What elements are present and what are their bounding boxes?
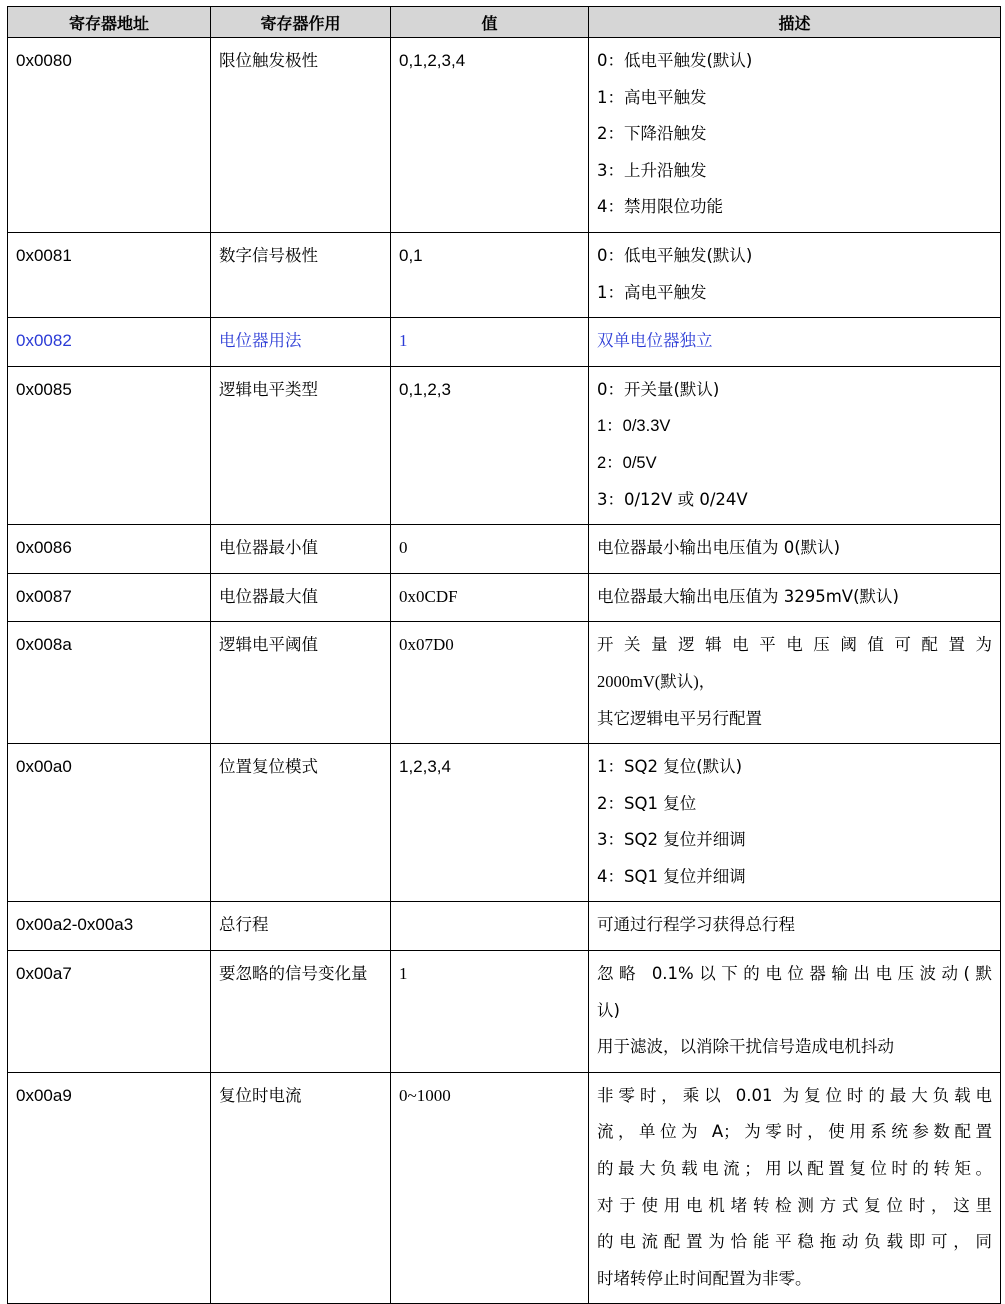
register-description	[589, 318, 1001, 367]
register-value: 0,1	[391, 232, 589, 317]
description-line: 0：低电平触发(默认)	[597, 51, 753, 70]
register-value: 0,1,2,3	[391, 366, 589, 524]
table-header	[8, 7, 1001, 38]
description-line: 3：SQ2 复位并细调	[597, 830, 746, 850]
register-address: 0x0082	[8, 318, 211, 367]
table-row	[8, 951, 1001, 1073]
description-line: 其它逻辑电平另行配置	[597, 708, 762, 728]
table-row-highlighted	[8, 318, 1001, 367]
register-value: 0,1,2,3,4	[391, 38, 589, 233]
register-value: 1	[391, 951, 589, 1073]
register-function: 复位时电流	[211, 1072, 391, 1304]
table-row	[8, 1072, 1001, 1304]
register-function: 逻辑电平类型	[211, 366, 391, 524]
description-line: 2：SQ1 复位	[597, 793, 697, 813]
description-line: 1：0/3.3V	[597, 417, 671, 436]
register-description	[589, 1072, 1001, 1304]
register-address: 0x00a2-0x00a3	[8, 902, 211, 951]
register-value: 1,2,3,4	[391, 744, 589, 902]
description-line: 的电流配置为恰能平稳拖动负载即可，同	[597, 1232, 992, 1252]
register-function: 电位器用法	[211, 318, 391, 367]
register-description	[589, 366, 1001, 524]
description-line: 1：高电平触发	[597, 282, 707, 302]
register-address: 0x00a7	[8, 951, 211, 1073]
table-row	[8, 232, 1001, 317]
register-description	[589, 525, 1001, 574]
description-line: 0：低电平触发(默认)	[597, 245, 753, 265]
table-row	[8, 366, 1001, 524]
description-line: 4：SQ1 复位并细调	[597, 866, 746, 886]
table-row	[8, 622, 1001, 744]
description-line: 3：0/12V 或 0/24V	[597, 489, 748, 509]
register-address: 0x0080	[8, 38, 211, 233]
register-value: 0~1000	[391, 1072, 589, 1304]
register-description	[589, 38, 1001, 233]
register-address: 0x0086	[8, 525, 211, 574]
register-function: 逻辑电平阈值	[211, 622, 391, 744]
register-function: 位置复位模式	[211, 744, 391, 902]
register-description	[589, 902, 1001, 951]
table-row	[8, 573, 1001, 622]
register-address: 0x00a9	[8, 1072, 211, 1304]
register-address: 0x0087	[8, 573, 211, 622]
description-line: 开关量逻辑电平电压阈值可配置为	[597, 635, 992, 655]
description-line: 电位器最大输出电压值为 3295mV(默认)	[597, 586, 899, 606]
register-function: 电位器最小值	[211, 525, 391, 574]
header-value: 值	[391, 7, 589, 38]
description-line: 4：禁用限位功能	[597, 197, 723, 217]
description-line: 0：开关量(默认)	[597, 379, 720, 399]
register-function: 要忽略的信号变化量	[211, 951, 391, 1073]
description-line: 2：0/5V	[597, 453, 657, 472]
register-function: 限位触发极性	[211, 38, 391, 233]
description-line: 电位器最小输出电压值为 0(默认)	[597, 538, 841, 558]
description-line: 双单电位器独立	[597, 331, 713, 351]
description-line: 可通过行程学习获得总行程	[597, 915, 795, 935]
register-value: 0	[391, 525, 589, 574]
register-value	[391, 902, 589, 951]
register-function: 数字信号极性	[211, 232, 391, 317]
description-line: 2000mV(默认)，	[597, 671, 716, 691]
description-line: 时堵转停止时间配置为非零。	[597, 1268, 812, 1288]
register-description	[589, 951, 1001, 1073]
description-line: 2：下降沿触发	[597, 124, 707, 144]
register-description	[589, 622, 1001, 744]
register-table	[7, 6, 1001, 1304]
register-address: 0x00a0	[8, 744, 211, 902]
header-description: 描述	[589, 7, 1001, 38]
register-address: 0x0081	[8, 232, 211, 317]
header-address: 寄存器地址	[8, 7, 211, 38]
description-line: 认)	[597, 1000, 620, 1020]
register-address: 0x0085	[8, 366, 211, 524]
description-line: 流，单位为 A；为零时，使用系统参数配置	[597, 1122, 992, 1142]
register-value: 0x0CDF	[391, 573, 589, 622]
description-line: 用于滤波，以消除干扰信号造成电机抖动	[597, 1037, 894, 1057]
header-function: 寄存器作用	[211, 7, 391, 38]
register-value: 0x07D0	[391, 622, 589, 744]
register-value: 1	[391, 318, 589, 367]
register-function: 总行程	[211, 902, 391, 951]
register-description	[589, 573, 1001, 622]
table-row	[8, 525, 1001, 574]
table-row	[8, 744, 1001, 902]
table-row	[8, 38, 1001, 233]
description-line: 忽略 0.1%以下的电位器输出电压波动(默	[597, 964, 992, 984]
table-row	[8, 902, 1001, 951]
register-description	[589, 232, 1001, 317]
description-line: 的最大负载电流；用以配置复位时的转矩。	[597, 1159, 992, 1179]
description-line: 对于使用电机堵转检测方式复位时，这里	[597, 1195, 992, 1215]
register-description	[589, 744, 1001, 902]
description-line: 非零时，乘以 0.01 为复位时的最大负载电	[597, 1085, 992, 1105]
register-function: 电位器最大值	[211, 573, 391, 622]
description-line: 1：高电平触发	[597, 87, 707, 107]
register-address: 0x008a	[8, 622, 211, 744]
description-line: 1：SQ2 复位(默认)	[597, 757, 743, 777]
description-line: 3：上升沿触发	[597, 160, 707, 180]
